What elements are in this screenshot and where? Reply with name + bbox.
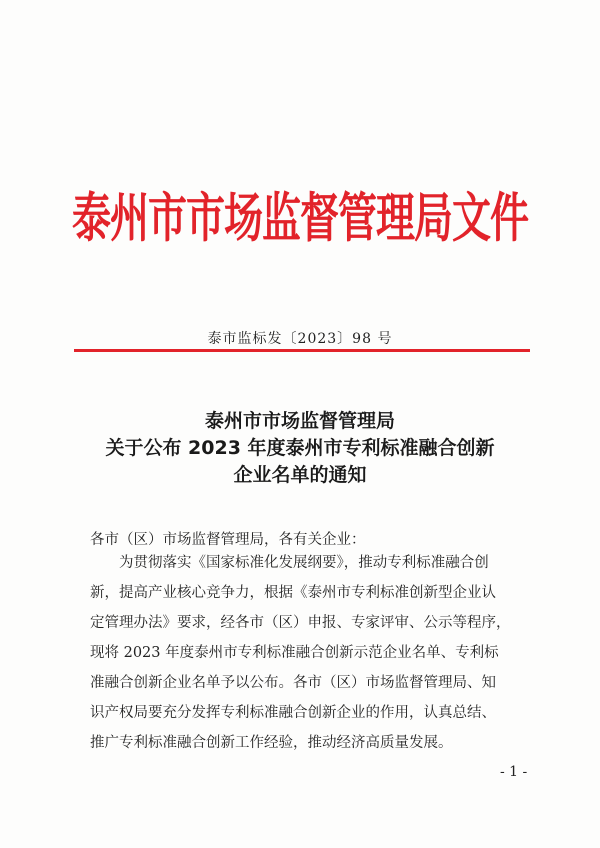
notice-title-line-2: 关于公布 2023 年度泰州市专利标准融合创新 xyxy=(105,437,495,459)
body-line: 推广专利标准融合创新工作经验，推动经济高质量发展。 xyxy=(90,735,453,751)
body-paragraph xyxy=(90,548,530,758)
page-number: - 1 - xyxy=(500,764,528,780)
notice-title-line-1: 泰州市市场监督管理局 xyxy=(204,410,395,432)
body-line: 现将 2023 年度泰州市专利标准融合创新示范企业名单、专利标 xyxy=(90,645,499,661)
body-line: 准融合创新企业名单予以公布。各市（区）市场监督管理局、知 xyxy=(90,675,496,691)
body-line: 新，提高产业核心竞争力，根据《泰州市专利标准创新型企业认 xyxy=(90,585,496,601)
notice-title xyxy=(60,408,540,489)
body-line: 识产权局要充分发挥专利标准融合创新企业的作用，认真总结、 xyxy=(90,705,496,721)
red-divider-line xyxy=(74,349,530,352)
document-number: 泰市监标发〔2023〕98 号 xyxy=(207,331,393,347)
salutation: 各市（区）市场监督管理局，各有关企业： xyxy=(90,532,366,548)
body-line: 定管理办法》要求，经各市（区）申报、专家评审、公示等程序， xyxy=(90,615,511,631)
red-header-title: 泰州市市场监督管理局文件 xyxy=(72,188,529,250)
notice-title-line-3: 企业名单的通知 xyxy=(233,464,367,486)
body-line: 为贯彻落实《国家标准化发展纲要》，推动专利标准融合创 xyxy=(119,555,489,571)
